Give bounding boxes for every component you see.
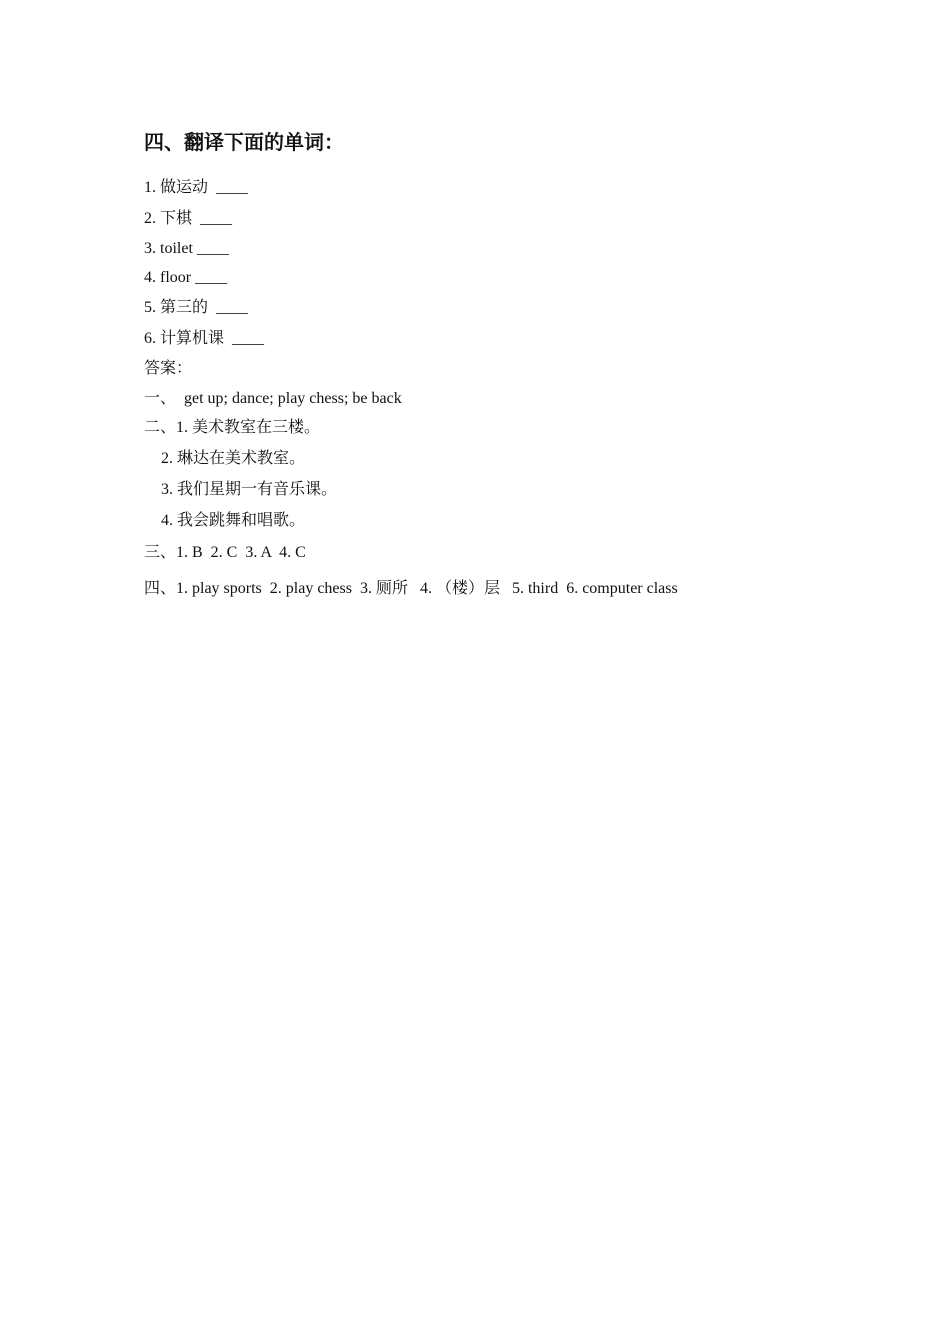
answer-part-3: 三、1. B 2. C 3. A 4. C	[144, 544, 306, 561]
question-6: 6. 计算机课 ____	[144, 330, 265, 347]
answer-part-2-item-2: 2. 琳达在美术教室。	[161, 450, 306, 467]
answer-part-2-item-4: 4. 我会跳舞和唱歌。	[161, 512, 306, 529]
question-3: 3. toilet ____	[144, 240, 229, 257]
answer-part-2-item-1: 二、1. 美术教室在三楼。	[144, 419, 321, 436]
answer-part-1: 一、 get up; dance; play chess; be back	[144, 390, 402, 407]
section-title: 四、翻译下面的单词：	[144, 132, 344, 154]
answers-label: 答案：	[144, 360, 193, 377]
answer-part-4: 四、1. play sports 2. play chess 3. 厕所 4. （楼）层 5. third 6. computer class	[144, 580, 678, 597]
question-4: 4. floor ____	[144, 269, 228, 286]
question-2: 2. 下棋 ____	[144, 210, 233, 227]
answer-part-2-item-3: 3. 我们星期一有音乐课。	[161, 481, 338, 498]
question-1: 1. 做运动 ____	[144, 179, 249, 196]
question-5: 5. 第三的 ____	[144, 299, 249, 316]
